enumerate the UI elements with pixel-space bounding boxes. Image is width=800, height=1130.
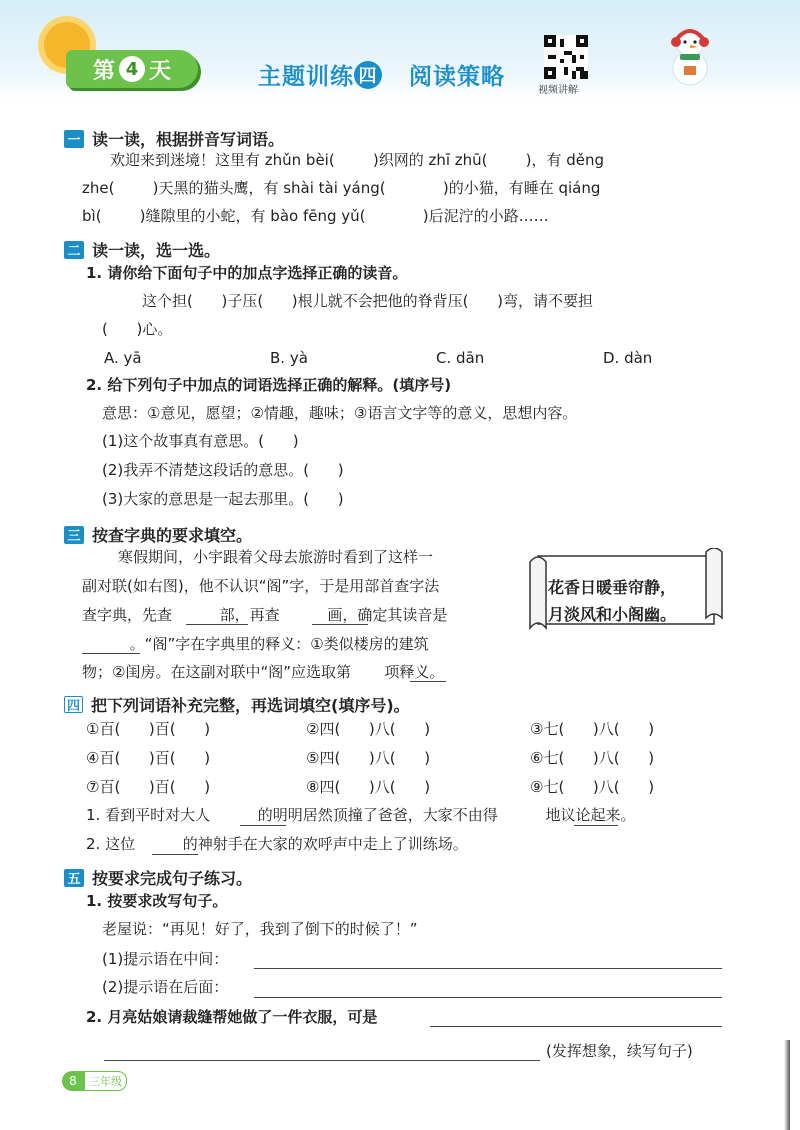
s2-item-1: (1)这个故事真有意思。( ) [102, 432, 299, 450]
section-4-badge: 四 [64, 696, 83, 713]
section-1-heading [64, 127, 284, 150]
blank-radical[interactable] [186, 624, 248, 625]
blank-strokes[interactable] [312, 624, 368, 625]
s3-line-2: 副对联(如右图)，他不认识“阁”字，于是用部首查字法 [82, 577, 440, 595]
s3-line-5: 物；②闺房。在这副对联中“阁”应选取第 项释义。 [82, 663, 445, 681]
page-title [258, 58, 505, 91]
s2-q1-line-1: 这个担( )子压( )根儿就不会把他的脊背压( )弯，请不要担 [142, 292, 593, 310]
s2-q1-line-2: ( )心。 [102, 320, 173, 338]
page-number: 8 [62, 1071, 84, 1091]
section-4-title: 把下列词语补充完整，再选词填空(填序号)。 [91, 696, 410, 715]
section-3-badge: 三 [64, 526, 84, 544]
section-5-badge: 五 [64, 869, 84, 887]
page-header [0, 0, 800, 100]
title-right: 阅读策略 [409, 64, 506, 90]
s5-question-2: 2. 月亮姑娘请裁缝帮她做了一件衣服，可是 [86, 1008, 378, 1026]
idiom-2: ②四( )八( ) [306, 720, 431, 738]
section-4-heading [64, 693, 410, 716]
s5-hint: (发挥想象，续写句子) [546, 1042, 693, 1060]
s4-fill-2: 2. 这位 的神射手在大家的欢呼声中走上了训练场。 [86, 835, 468, 853]
s3-line-1: 寒假期间，小宇跟着父母去旅游时看到了这样一 [118, 548, 434, 566]
section-3-heading [64, 523, 252, 546]
idiom-5: ⑤四( )八( ) [306, 749, 431, 767]
section-5-heading [64, 866, 252, 889]
day-badge [66, 50, 198, 88]
section-1-badge: 一 [64, 130, 84, 148]
option-d: D. dàn [603, 349, 653, 367]
page-footer [62, 1071, 127, 1091]
blank-definition[interactable] [410, 681, 446, 682]
s5-question-1: 1. 按要求改写句子。 [86, 892, 228, 910]
day-suffix: 天 [149, 58, 172, 84]
idiom-6: ⑥七( )八( ) [530, 749, 655, 767]
idiom-8: ⑧四( )八( ) [306, 778, 431, 796]
qr-label: 视频讲解 [538, 85, 578, 96]
s4-fill-1: 1. 看到平时对大人 的明明居然顶撞了爸爸，大家不由得 地议论起来。 [86, 806, 636, 824]
idiom-4: ④百( )百( ) [86, 749, 211, 767]
blank-pronunciation[interactable] [82, 653, 140, 654]
s2-item-2: (2)我弄不清楚这段话的意思。( ) [102, 461, 344, 479]
section-3-title: 按查字典的要求填空。 [92, 526, 253, 545]
day-number: 4 [119, 56, 145, 82]
s3-line-4: 。“阁”字在字典里的释义：①类似楼房的建筑 [82, 635, 429, 653]
s2-definition: 意思：①意见，愿望；②情趣，趣味；③语言文字等的意义，思想内容。 [102, 404, 578, 422]
blank-fill-1b[interactable] [574, 825, 618, 826]
section-2-title: 读一读，选一选。 [92, 241, 221, 260]
s1-line-1: 欢迎来到迷境！这里有 zhǔn bèi( )织网的 zhī zhū( )，有 děng [110, 151, 605, 169]
s5-quote: 老屋说：“再见！好了，我到了倒下的时候了！” [102, 920, 418, 938]
s5-option-1: (1)提示语在中间： [102, 950, 229, 968]
couplet-line-1: 花香日暖垂帘静， [548, 578, 677, 597]
title-circle-number: 四 [354, 61, 382, 89]
idiom-1: ①百( )百( ) [86, 720, 211, 738]
s2-item-3: (3)大家的意思是一起去那里。( ) [102, 490, 344, 508]
idiom-9: ⑨七( )八( ) [530, 778, 655, 796]
option-b: B. yà [270, 349, 308, 367]
couplet-line-2: 月淡风和小阁幽。 [548, 605, 677, 624]
answer-line-2[interactable] [254, 997, 722, 998]
answer-line-4[interactable] [104, 1060, 540, 1061]
option-a: A. yā [104, 349, 142, 367]
idiom-7: ⑦百( )百( ) [86, 778, 211, 796]
page-edge-shadow [784, 1040, 790, 1130]
section-2-badge: 二 [64, 241, 84, 259]
snowman-icon [660, 18, 720, 88]
title-left: 主题训练 [258, 64, 354, 90]
grade-label: 三年级 [84, 1071, 127, 1091]
blank-fill-2[interactable] [152, 854, 198, 855]
blank-fill-1a[interactable] [240, 825, 286, 826]
section-2-heading [64, 238, 220, 261]
s5-option-2: (2)提示语在后面： [102, 978, 229, 996]
s1-line-2: zhe( )天黑的猫头鹰，有 shài tài yáng( )的小猫，有睡在 qiáng [82, 179, 601, 197]
s2-question-2: 2. 给下列句子中加点的词语选择正确的解释。(填序号) [86, 376, 452, 394]
section-1-title: 读一读，根据拼音写词语。 [92, 130, 285, 149]
s1-line-3: bì( )缝隙里的小蛇，有 bào fēng yǔ( )后泥泞的小路…… [82, 207, 549, 225]
option-c: C. dān [436, 349, 485, 367]
idiom-3: ③七( )八( ) [530, 720, 655, 738]
day-prefix: 第 [92, 58, 115, 84]
s2-question-1: 1. 请你给下面句子中的加点字选择正确的读音。 [86, 264, 408, 282]
answer-line-1[interactable] [254, 968, 722, 969]
s3-line-3: 查字典，先查 部，再查 画，确定其读音是 [82, 606, 448, 624]
section-5-title: 按要求完成句子练习。 [92, 869, 253, 888]
answer-line-3[interactable] [430, 1026, 722, 1027]
qr-code-icon[interactable] [544, 35, 588, 79]
